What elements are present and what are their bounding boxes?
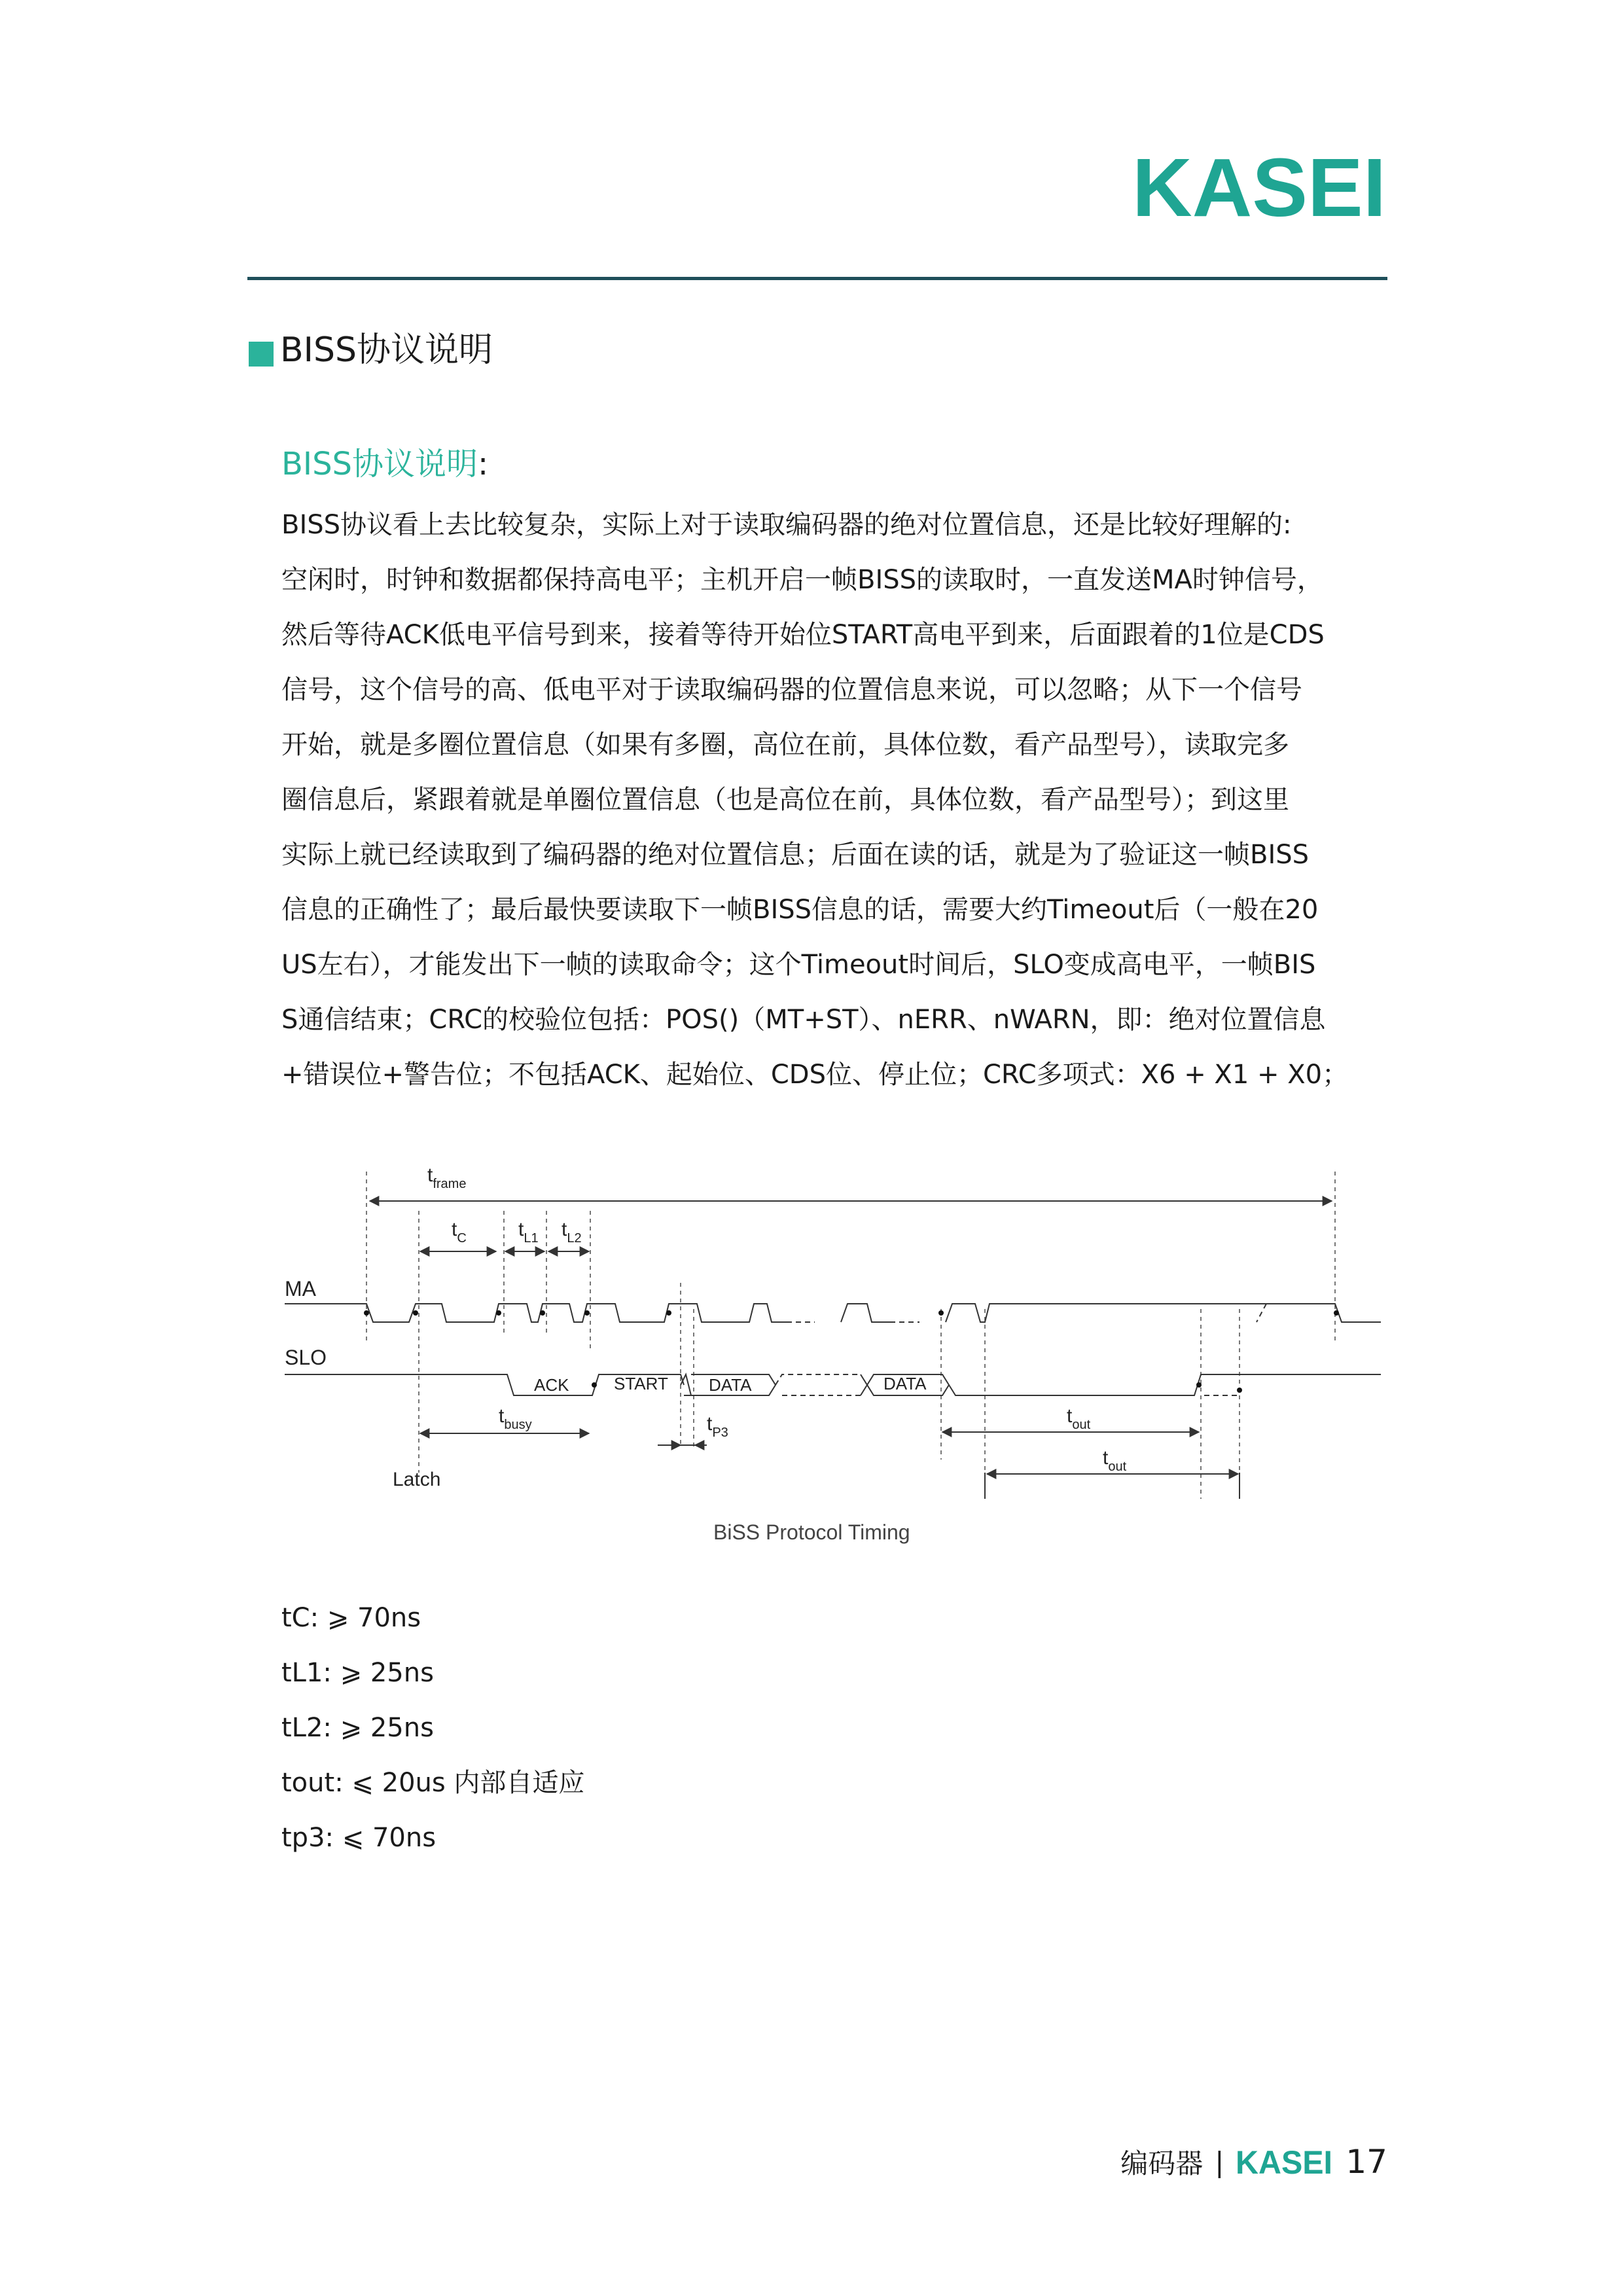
guide-lines bbox=[366, 1172, 1335, 1499]
footer-logo-text: KASEI bbox=[1236, 2147, 1333, 2176]
spec-line: tL2: ⩾ 25ns bbox=[281, 1713, 434, 1743]
header-divider bbox=[247, 277, 1387, 280]
section-title: BISS协议说明 bbox=[280, 331, 493, 370]
spec-line: tL1: ⩾ 25ns bbox=[281, 1658, 434, 1688]
kasei-logo bbox=[1132, 151, 1387, 223]
subsection-title-text: BISS协议说明 bbox=[281, 446, 478, 482]
paragraph-line: S通信结束；CRC的校验位包括：POS()（MT+ST）、nERR、nWARN，即：绝对位置信息 bbox=[281, 1005, 1326, 1035]
latch-label: Latch bbox=[393, 1469, 441, 1490]
logo-text: KASEI bbox=[1132, 151, 1386, 223]
timing-specs bbox=[281, 1590, 584, 1865]
t-l1-label: $t_{L1}$ bbox=[518, 1219, 539, 1246]
t-out2-label: $t_{out}$ bbox=[1103, 1447, 1127, 1474]
signal-ma-label: MA bbox=[285, 1277, 316, 1300]
ack-label: ACK bbox=[534, 1375, 569, 1395]
diagram-caption: BiSS Protocol Timing bbox=[713, 1520, 910, 1544]
paragraph-line: BISS协议看上去比较复杂，实际上对于读取编码器的绝对位置信息，还是比较好理解的: bbox=[281, 510, 1292, 540]
t-out1-label: $t_{out}$ bbox=[1067, 1405, 1091, 1432]
body-paragraph bbox=[281, 497, 1394, 1102]
t-l2-label: $t_{L2}$ bbox=[562, 1219, 582, 1246]
paragraph-line: US左右），才能发出下一帧的读取命令；这个Timeout时间后，SLO变成高电平，一帧BIS bbox=[281, 950, 1316, 980]
paragraph-line: 信息的正确性了；最后最快要读取下一帧BISS信息的话，需要大约Timeout后（一般在20 bbox=[281, 895, 1319, 925]
data2-label: DATA bbox=[883, 1374, 927, 1393]
signal-slo-label: SLO bbox=[285, 1346, 327, 1369]
start-label: START bbox=[614, 1374, 668, 1393]
biss-timing-diagram bbox=[275, 1139, 1387, 1558]
section-marker-icon bbox=[249, 342, 274, 367]
footer-label: 编码器 bbox=[1120, 2147, 1204, 2179]
t-p3-label: $t_{P3}$ bbox=[707, 1413, 728, 1440]
page-footer bbox=[1120, 2139, 1387, 2185]
paragraph-line: 开始，就是多圈位置信息（如果有多圈，高位在前，具体位数，看产品型号），读取完多 bbox=[281, 730, 1289, 760]
footer-separator: | bbox=[1215, 2145, 1224, 2178]
paragraph-line: 实际上就已经读取到了编码器的绝对位置信息；后面在读的话，就是为了验证这一帧BISS bbox=[281, 840, 1310, 870]
page-number: 17 bbox=[1346, 2143, 1387, 2181]
subsection-title bbox=[281, 441, 488, 487]
t-busy-label: $t_{busy}$ bbox=[499, 1405, 532, 1432]
paragraph-line: 信号，这个信号的高、低电平对于读取编码器的位置信息来说，可以忽略；从下一个信号 bbox=[281, 675, 1302, 705]
data1-label: DATA bbox=[709, 1375, 752, 1395]
paragraph-line: 然后等待ACK低电平信号到来，接着等待开始位START高电平到来，后面跟着的1位是CDS bbox=[281, 620, 1325, 650]
t-frame-label: $t_{frame}$ bbox=[427, 1164, 467, 1191]
spec-line: tp3: ⩽ 70ns bbox=[281, 1823, 437, 1853]
footer-kasei-logo bbox=[1236, 2147, 1334, 2176]
spec-line: tC: ⩾ 70ns bbox=[281, 1603, 421, 1633]
ma-signal bbox=[285, 1304, 787, 1322]
spec-line: tout: ⩽ 20us 内部自适应 bbox=[281, 1768, 585, 1798]
t-c-label: $t_C$ bbox=[452, 1219, 467, 1246]
timing-diagram-svg bbox=[275, 1139, 1387, 1558]
paragraph-line: 圈信息后，紧跟着就是单圈位置信息（也是高位在前，具体位数，看产品型号）；到这里 bbox=[281, 785, 1289, 815]
transition-dots bbox=[364, 1310, 1339, 1393]
subsection-colon: : bbox=[478, 446, 489, 482]
paragraph-line: 空闲时，时钟和数据都保持高电平；主机开启一帧BISS的读取时，一直发送MA时钟信号， bbox=[281, 565, 1323, 595]
paragraph-line: +错误位+警告位；不包括ACK、起始位、CDS位、停止位；CRC多项式：X6 + X1 + X0； bbox=[281, 1060, 1349, 1090]
